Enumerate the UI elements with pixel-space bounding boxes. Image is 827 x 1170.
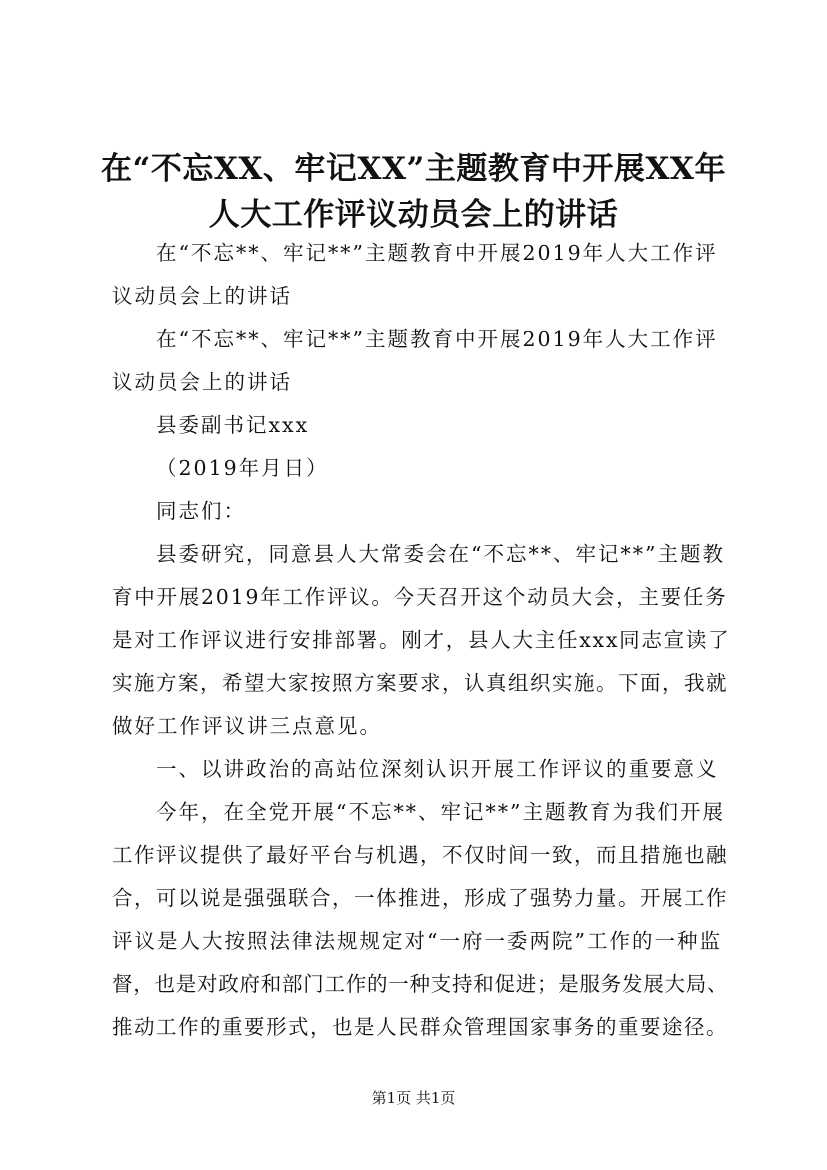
body-line: 做好工作评议讲三点意见。 [112, 714, 382, 738]
body-line: 议动员会上的讲话 [112, 370, 292, 394]
body-line: 在“不忘**、牢记**”主题教育中开展2019年人大工作评 [156, 241, 718, 265]
body-line: 育中开展2019年工作评议。今天召开这个动员大会，主要任务 [112, 585, 728, 609]
page-footer: 第1页 共1页 [371, 1089, 456, 1107]
body-line: 县委研究，同意县人大常委会在“不忘**、牢记**”主题教 [156, 542, 725, 566]
body-line: 同志们： [156, 499, 246, 523]
body-line: 是对工作评议进行安排部署。刚才，县人大主任xxx同志宣读了 [112, 628, 731, 652]
body-line: 一、以讲政治的高站位深刻认识开展工作评议的重要意义 [156, 757, 719, 781]
body-line: 评议是人大按照法律法规规定对“一府一委两院”工作的一种监 [112, 929, 722, 953]
body-line: 在“不忘**、牢记**”主题教育中开展2019年人大工作评 [156, 327, 718, 351]
body-line: 县委副书记xxx [156, 413, 310, 437]
body-line: 合，可以说是强强联合，一体推进，形成了强势力量。开展工作 [112, 886, 728, 910]
body-line: 议动员会上的讲话 [112, 284, 292, 308]
document-body [112, 232, 732, 1049]
title-line: 在“不忘XX、牢记XX”主题教育中开展XX年 [101, 151, 726, 187]
body-line: 工作评议提供了最好平台与机遇，不仅时间一致，而且措施也融 [112, 843, 728, 867]
title-line: 人大工作评议动员会上的讲话 [208, 197, 619, 233]
body-line: 实施方案，希望大家按照方案要求，认真组织实施。下面，我就 [112, 671, 728, 695]
body-line: （2019年月日） [156, 456, 329, 480]
body-line: 今年，在全党开展“不忘**、牢记**”主题教育为我们开展 [156, 800, 725, 824]
body-line: 督，也是对政府和部门工作的一种支持和促进；是服务发展大局、 [112, 972, 729, 996]
body-line: 推动工作的重要形式，也是人民群众管理国家事务的重要途径。 [112, 1015, 728, 1039]
document-title [100, 146, 727, 238]
